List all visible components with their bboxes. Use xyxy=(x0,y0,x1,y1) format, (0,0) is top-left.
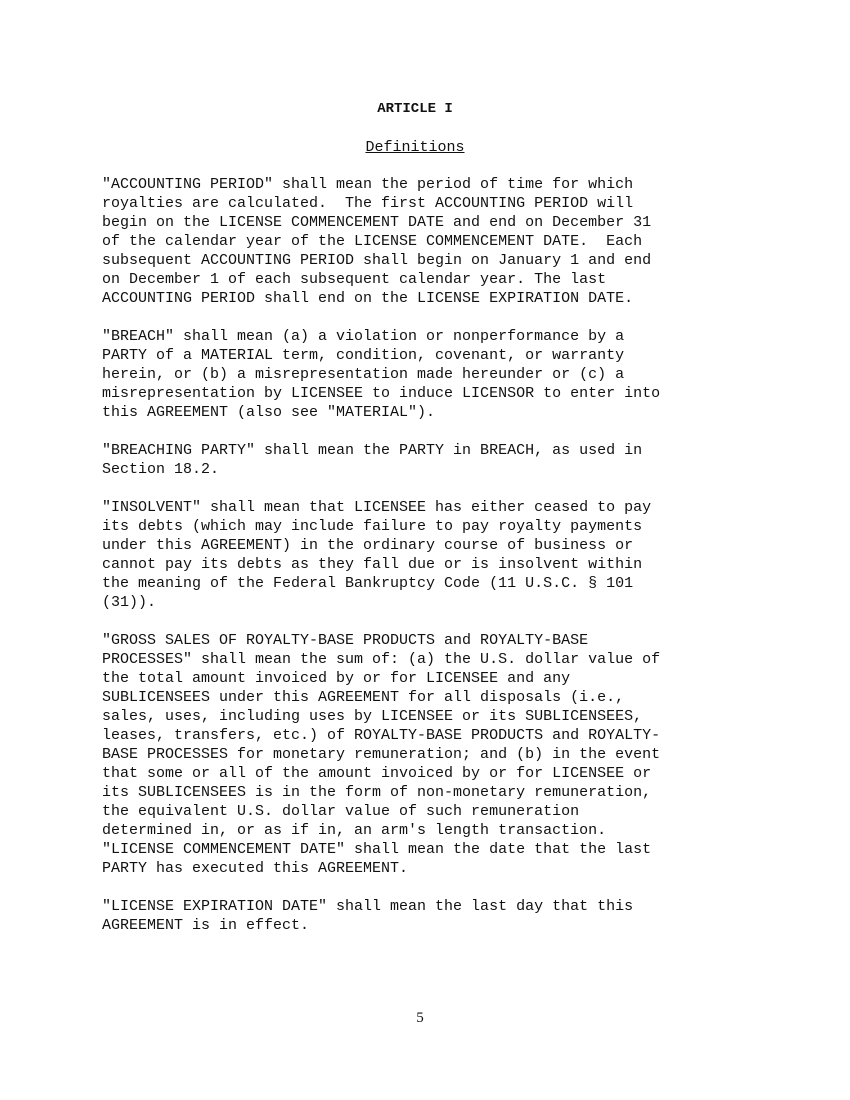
definition-insolvent xyxy=(102,498,742,612)
definition-breach xyxy=(102,327,742,422)
definition-line: BASE PROCESSES for monetary remuneration; and (b) in the event xyxy=(102,746,661,763)
definition-line: under this AGREEMENT) in the ordinary course of business or xyxy=(102,537,634,554)
definition-line: this AGREEMENT (also see "MATERIAL"). xyxy=(102,404,436,421)
definition-gross-sales xyxy=(102,631,742,878)
definition-line: begin on the LICENSE COMMENCEMENT DATE and end on December 31 xyxy=(102,214,652,231)
definition-line: SUBLICENSEES under this AGREEMENT for all disposals (i.e., xyxy=(102,689,625,706)
definition-line: PROCESSES" shall mean the sum of: (a) the U.S. dollar value of xyxy=(102,651,661,668)
definition-line: "ACCOUNTING PERIOD" shall mean the period of time for which xyxy=(102,176,634,193)
definition-line: "LICENSE COMMENCEMENT DATE" shall mean the date that the last xyxy=(102,841,652,858)
definition-line: "BREACHING PARTY" shall mean the PARTY in BREACH, as used in xyxy=(102,442,643,459)
definition-line: of the calendar year of the LICENSE COMMENCEMENT DATE. Each xyxy=(102,233,643,250)
definition-line: sales, uses, including uses by LICENSEE or its SUBLICENSEES, xyxy=(102,708,643,725)
definition-line: herein, or (b) a misrepresentation made hereunder or (c) a xyxy=(102,366,625,383)
definition-line: "BREACH" shall mean (a) a violation or nonperformance by a xyxy=(102,328,625,345)
definitions-list xyxy=(102,175,742,954)
definition-line: royalties are calculated. The first ACCOUNTING PERIOD will xyxy=(102,195,634,212)
definition-line: the equivalent U.S. dollar value of such remuneration xyxy=(102,803,580,820)
definition-line: its debts (which may include failure to pay royalty payments xyxy=(102,518,643,535)
definition-line: "LICENSE EXPIRATION DATE" shall mean the last day that this xyxy=(102,898,634,915)
section-heading: Definitions xyxy=(365,139,465,156)
article-heading: ARTICLE I xyxy=(377,101,453,117)
definition-line: determined in, or as if in, an arm's length transaction. xyxy=(102,822,607,839)
definition-breaching-party xyxy=(102,441,742,479)
definition-line: that some or all of the amount invoiced by or for LICENSEE or xyxy=(102,765,652,782)
definition-line: "GROSS SALES OF ROYALTY-BASE PRODUCTS and ROYALTY-BASE xyxy=(102,632,589,649)
definition-line: Section 18.2. xyxy=(102,461,220,478)
definition-line: PARTY has executed this AGREEMENT. xyxy=(102,860,409,877)
definition-line: the meaning of the Federal Bankruptcy Code (11 U.S.C. § 101 xyxy=(102,575,634,592)
definition-line: "INSOLVENT" shall mean that LICENSEE has either ceased to pay xyxy=(102,499,652,516)
definition-line: PARTY of a MATERIAL term, condition, covenant, or warranty xyxy=(102,347,625,364)
definition-line: AGREEMENT is in effect. xyxy=(102,917,310,934)
definition-license-expiration-date xyxy=(102,897,742,935)
definition-line: misrepresentation by LICENSEE to induce LICENSOR to enter into xyxy=(102,385,661,402)
definition-line: its SUBLICENSEES is in the form of non-monetary remuneration, xyxy=(102,784,652,801)
definition-line: on December 1 of each subsequent calendar year. The last xyxy=(102,271,607,288)
definition-line: the total amount invoiced by or for LICENSEE and any xyxy=(102,670,571,687)
page-number: 5 xyxy=(416,1010,424,1026)
definition-line: ACCOUNTING PERIOD shall end on the LICENSE EXPIRATION DATE. xyxy=(102,290,634,307)
definition-line: cannot pay its debts as they fall due or is insolvent within xyxy=(102,556,643,573)
definition-line: (31)). xyxy=(102,594,157,611)
definition-line: leases, transfers, etc.) of ROYALTY-BASE PRODUCTS and ROYALTY- xyxy=(102,727,661,744)
definition-accounting-period xyxy=(102,175,742,308)
definition-line: subsequent ACCOUNTING PERIOD shall begin on January 1 and end xyxy=(102,252,652,269)
